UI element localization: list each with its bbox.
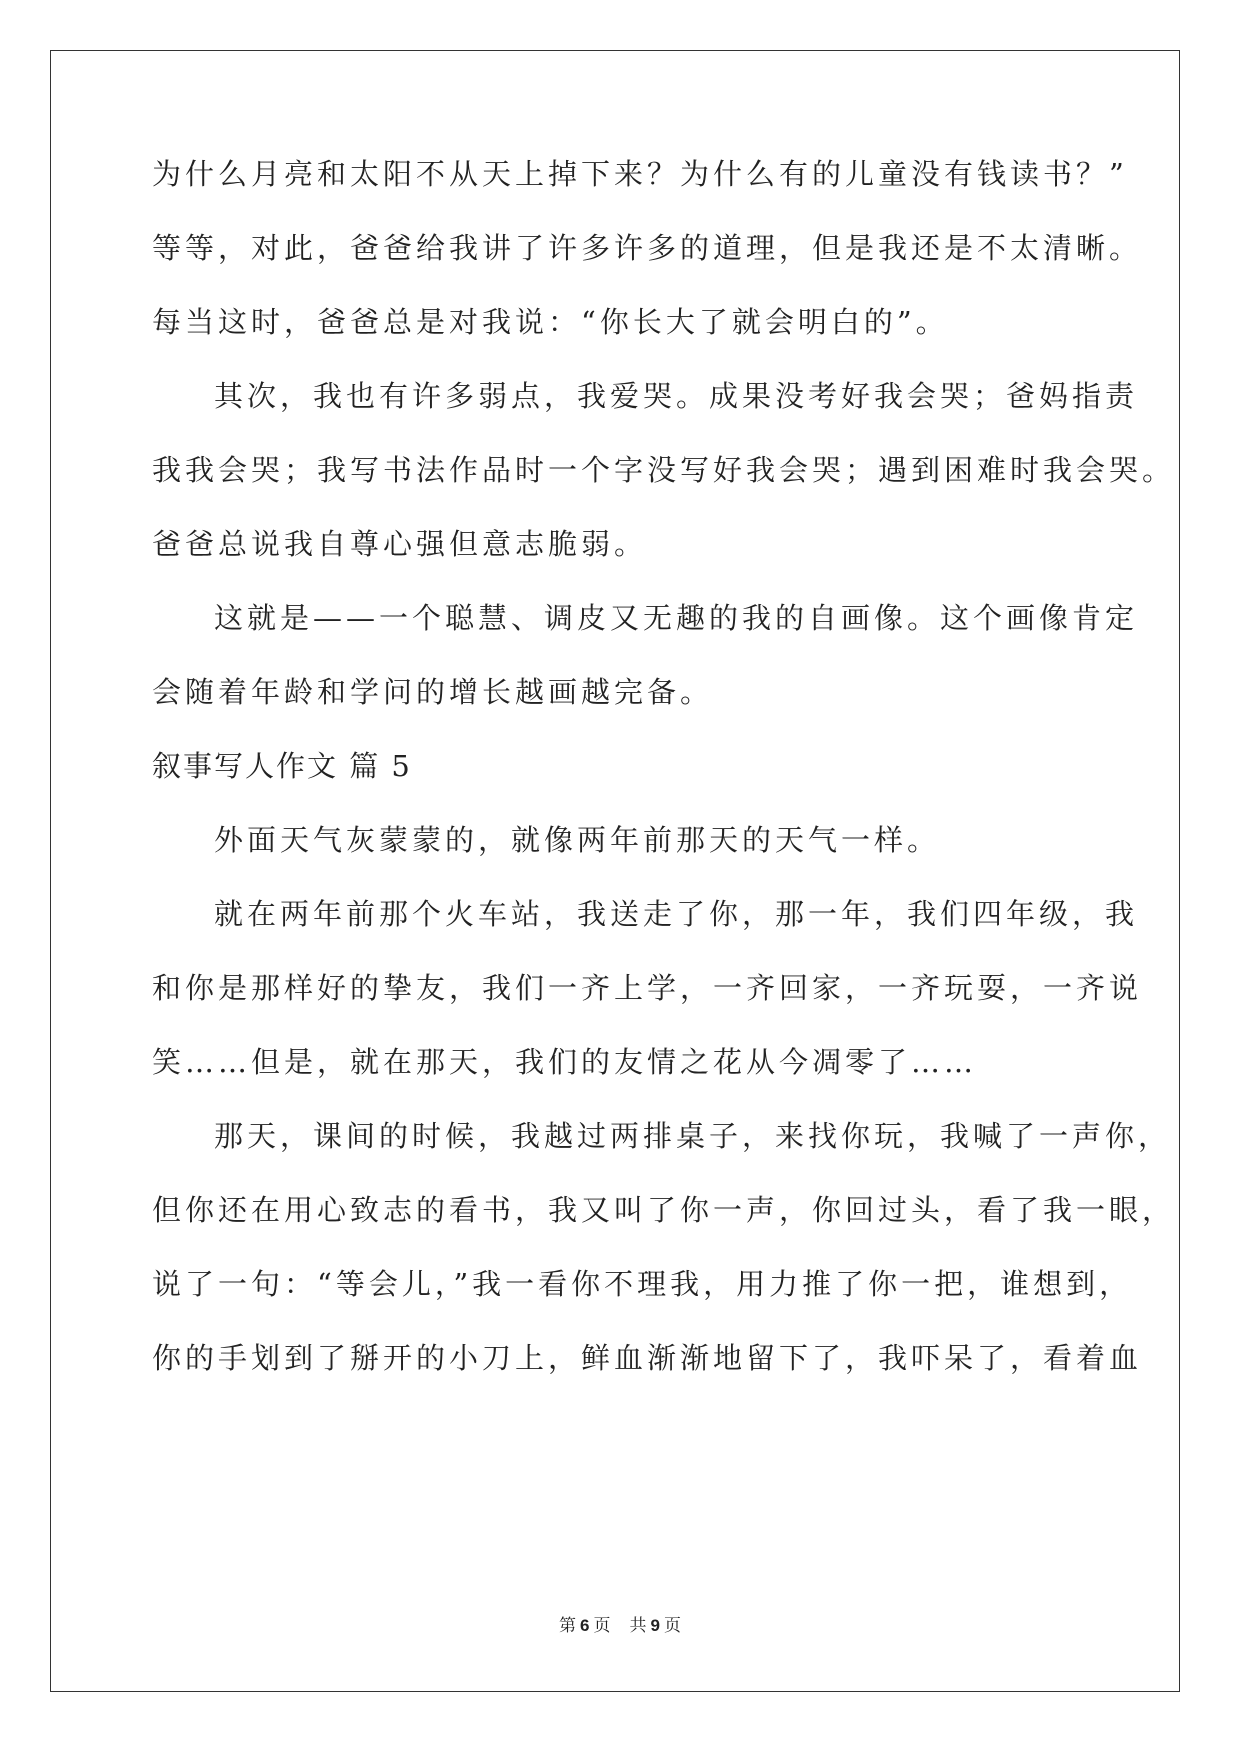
page-border bbox=[50, 50, 1180, 1692]
section-heading: 叙事写人作文 篇 5 bbox=[152, 749, 412, 783]
page-footer bbox=[0, 1614, 1241, 1638]
text-line: 为什么月亮和太阳不从天上掉下来？为什么有的儿童没有钱读书？” bbox=[152, 157, 1128, 191]
text-line: 爸爸总说我自尊心强但意志脆弱。 bbox=[152, 527, 648, 561]
page-prefix: 第 bbox=[559, 1616, 578, 1636]
total-prefix: 共 bbox=[629, 1616, 648, 1636]
text-line: 会随着年龄和学问的增长越画越完备。 bbox=[152, 675, 714, 709]
current-page-number: 6 bbox=[580, 1616, 591, 1635]
text-line: 那天，课间的时候，我越过两排桌子，来找你玩，我喊了一声你， bbox=[214, 1119, 1172, 1153]
text-line: 这就是——一个聪慧、调皮又无趣的我的自画像。这个画像肯定 bbox=[214, 601, 1139, 635]
page-suffix: 页 bbox=[593, 1616, 612, 1636]
text-line: 等等，对此，爸爸给我讲了许多许多的道理，但是我还是不太清晰。 bbox=[152, 231, 1143, 265]
text-line: 和你是那样好的挚友，我们一齐上学，一齐回家，一齐玩耍，一齐说 bbox=[152, 971, 1143, 1005]
text-line: 就在两年前那个火车站，我送走了你，那一年，我们四年级，我 bbox=[214, 897, 1139, 931]
total-suffix: 页 bbox=[663, 1616, 682, 1636]
text-line: 外面天气灰蒙蒙的，就像两年前那天的天气一样。 bbox=[214, 823, 941, 857]
total-page-number: 9 bbox=[650, 1616, 661, 1635]
text-line: 笑……但是，就在那天，我们的友情之花从今凋零了…… bbox=[152, 1045, 978, 1079]
text-line: 但你还在用心致志的看书，我又叫了你一声，你回过头，看了我一眼， bbox=[152, 1193, 1176, 1227]
text-line: 每当这时，爸爸总是对我说：“你长大了就会明白的”。 bbox=[152, 305, 949, 339]
text-line: 你的手划到了掰开的小刀上，鲜血渐渐地留下了，我吓呆了，看着血 bbox=[152, 1341, 1143, 1375]
text-line: 说了一句：“等会儿，”我一看你不理我，用力推了你一把，谁想到， bbox=[152, 1267, 1133, 1301]
text-line: 其次，我也有许多弱点，我爱哭。成果没考好我会哭；爸妈指责 bbox=[214, 379, 1139, 413]
text-line: 我我会哭；我写书法作品时一个字没写好我会哭；遇到困难时我会哭。 bbox=[152, 453, 1176, 487]
